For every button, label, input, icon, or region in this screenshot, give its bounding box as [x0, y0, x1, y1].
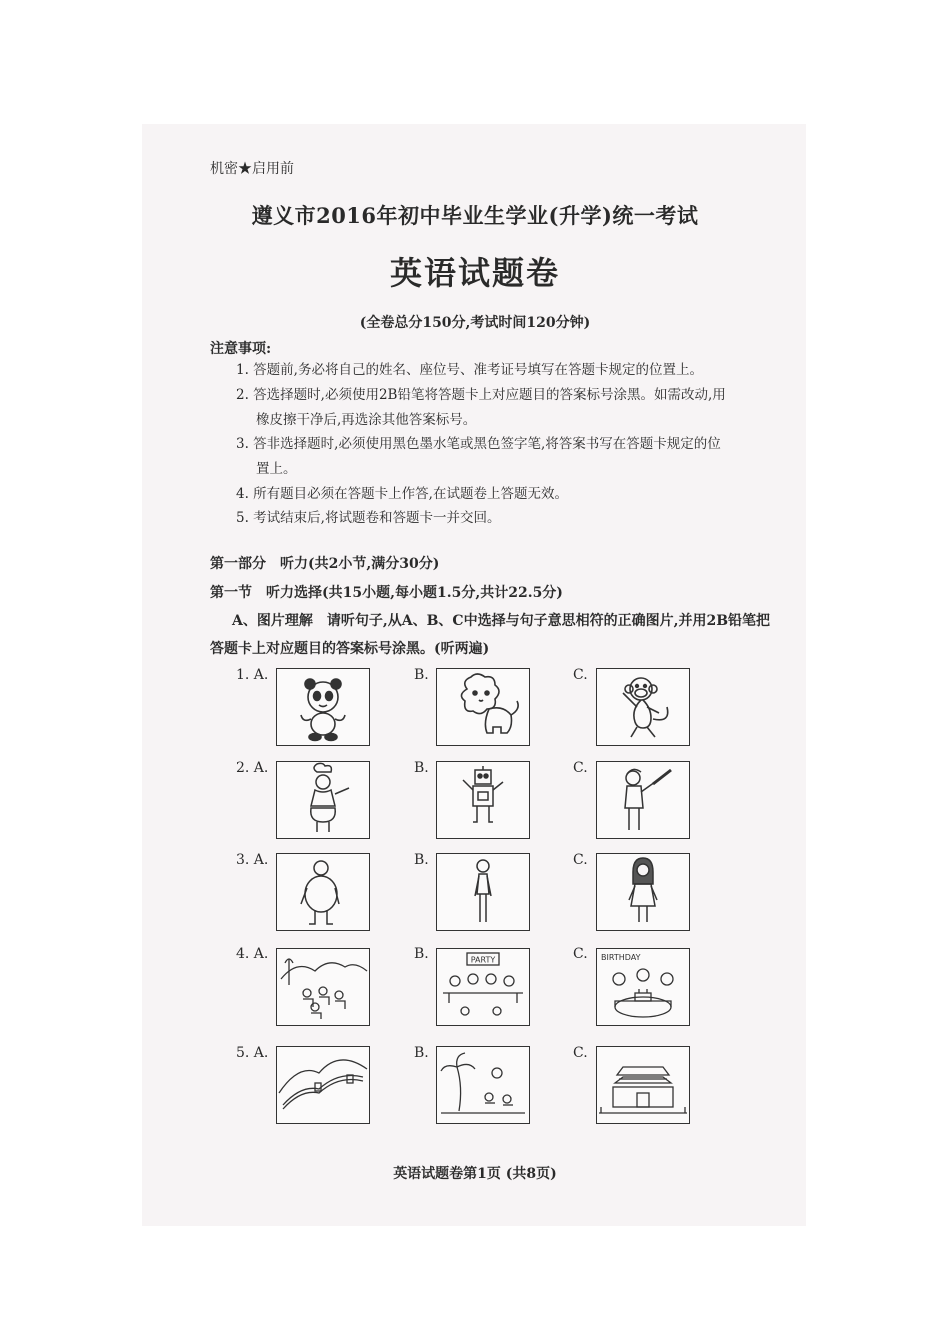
panda-icon [276, 668, 370, 746]
notice-item-2: 2. 答选择题时,必须使用2B铅笔将答题卡上对应题目的答案标号涂黑。如需改动,用 [236, 387, 726, 403]
notice-item-4: 4. 所有题目必须在答题卡上作答,在试题卷上答题无效。 [236, 486, 568, 502]
section-one-heading: 第一节 听力选择(共15小题,每小题1.5分,共计22.5分) [210, 585, 563, 601]
notice-item-2-cont: 橡皮擦干净后,再选涂其他答案标号。 [256, 412, 477, 428]
notice-heading: 注意事项: [210, 341, 272, 357]
question-4-label-c: C. [573, 946, 588, 962]
page-footer: 英语试题卷第1页 (共8页) [393, 1166, 557, 1182]
thin-man-icon [436, 853, 530, 931]
confidential-mark: 机密★启用前 [210, 161, 294, 177]
fat-man-icon [276, 853, 370, 931]
notice-item-3: 3. 答非选择题时,必须使用黑色墨水笔或黑色签字笔,将答案书写在答题卡规定的位 [236, 436, 721, 452]
great-wall-icon [276, 1046, 370, 1124]
notice-item-5: 5. 考试结束后,将试题卷和答题卡一并交回。 [236, 510, 501, 526]
question-3-label-c: C. [573, 852, 588, 868]
paper-title: 英语试题卷 [389, 254, 560, 292]
notice-item-3-cont: 置上。 [256, 461, 297, 477]
instruction-line-2: 答题卡上对应题目的答案标号涂黑。(听两遍) [210, 641, 490, 657]
question-2-label-b: B. [414, 760, 429, 776]
birthday-icon [596, 948, 690, 1026]
cook-icon [276, 761, 370, 839]
question-5-label-c: C. [573, 1045, 588, 1061]
part-one-heading: 第一部分 听力(共2小节,满分30分) [210, 556, 440, 572]
picnic-icon [276, 948, 370, 1026]
baseball-player-icon [596, 761, 690, 839]
question-1-label-b: B. [414, 667, 429, 683]
exam-title: 遵义市2016年初中毕业生学业(升学)统一考试 [251, 203, 699, 228]
birthday-sign-text: BIRTHDAY [601, 953, 641, 962]
question-1-label-a: 1. A. [236, 667, 269, 683]
monkey-icon [596, 668, 690, 746]
robot-icon [436, 761, 530, 839]
notice-item-1: 1. 答题前,务必将自己的姓名、座位号、准考证号填写在答题卡规定的位置上。 [236, 362, 703, 378]
lion-icon [436, 668, 530, 746]
question-1-label-c: C. [573, 667, 588, 683]
beach-icon [436, 1046, 530, 1124]
question-3-label-b: B. [414, 852, 429, 868]
score-time-note: (全卷总分150分,考试时间120分钟) [359, 315, 591, 331]
party-icon [436, 948, 530, 1026]
tiananmen-icon [596, 1046, 690, 1124]
question-2-label-c: C. [573, 760, 588, 776]
instruction-line-1: A、图片理解 请听句子,从A、B、C中选择与句子意思相符的正确图片,并用2B铅笔把 [232, 613, 771, 629]
girl-icon [596, 853, 690, 931]
question-4-label-a: 4. A. [236, 946, 269, 962]
question-3-label-a: 3. A. [236, 852, 269, 868]
question-5-label-a: 5. A. [236, 1045, 269, 1061]
question-5-label-b: B. [414, 1045, 429, 1061]
question-4-label-b: B. [414, 946, 429, 962]
party-sign-text: PARTY [470, 955, 496, 965]
question-2-label-a: 2. A. [236, 760, 269, 776]
